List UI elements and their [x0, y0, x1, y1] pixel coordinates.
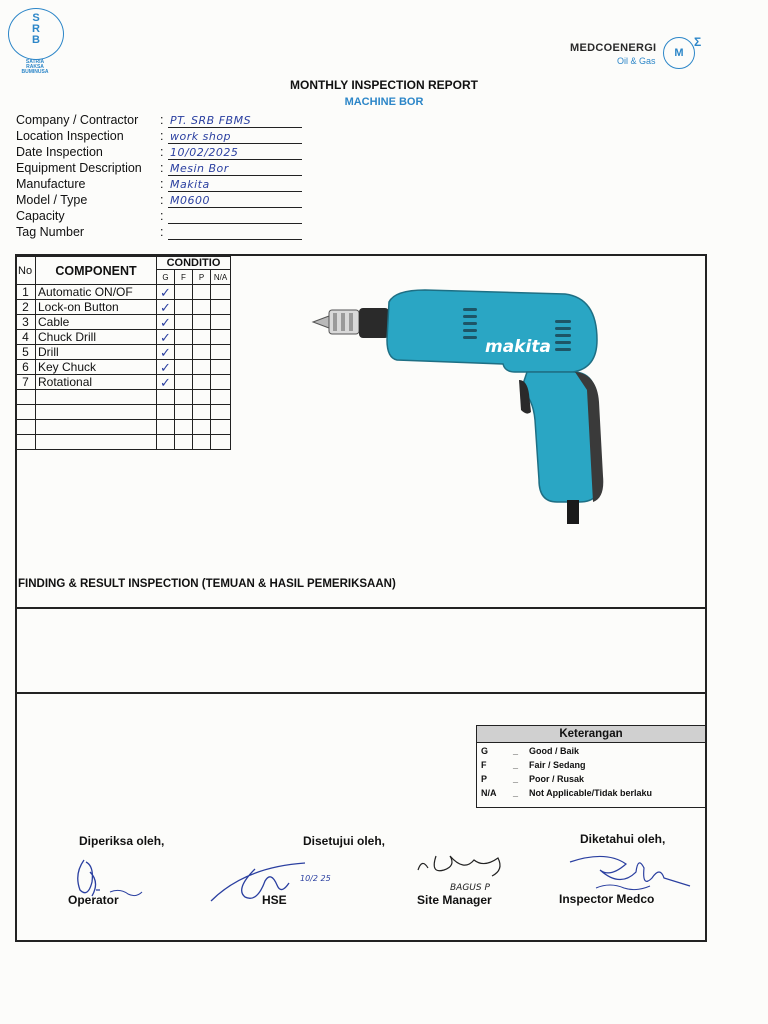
finding-title: FINDING & RESULT INSPECTION (TEMUAN & HASIL PEMERIKSAAN)	[18, 578, 396, 590]
info-colon: :	[160, 193, 164, 207]
condition-cell	[175, 345, 193, 360]
report-subtitle: MACHINE BOR	[344, 96, 424, 108]
info-capacity	[16, 209, 316, 225]
table-row	[16, 405, 231, 420]
legend-code: P	[481, 774, 488, 784]
row-number: 2	[16, 300, 36, 315]
role-operator: Operator	[68, 893, 119, 907]
srb-letter-s: S	[32, 12, 40, 24]
condition-cell	[193, 315, 211, 330]
info-tag	[16, 225, 316, 241]
condition-cell	[193, 360, 211, 375]
info-underline	[168, 207, 302, 208]
info-label: Tag Number	[16, 225, 85, 239]
info-label: Equipment Description	[16, 161, 142, 175]
info-equipment	[16, 161, 316, 177]
condition-cell	[175, 435, 193, 450]
legend-text: Fair / Sedang	[529, 760, 586, 770]
legend-dash: _	[513, 746, 519, 756]
row-component	[36, 390, 157, 405]
info-underline	[168, 239, 302, 240]
condition-cell	[211, 330, 231, 345]
row-number	[16, 435, 36, 450]
medco-logo-name: MEDCOENERGI	[570, 42, 657, 54]
row-number: 5	[16, 345, 36, 360]
role-inspector-medco: Inspector Medco	[559, 892, 655, 906]
condition-check-mark: ✓	[157, 330, 175, 345]
legend-dash: _	[513, 774, 519, 784]
drill-bit	[313, 316, 329, 328]
cond-na-header: N/A	[211, 270, 231, 285]
role-hse: HSE	[262, 893, 287, 907]
info-model	[16, 193, 316, 209]
srb-letter-b: B	[32, 34, 40, 46]
info-colon: :	[160, 209, 164, 223]
condition-cell	[193, 330, 211, 345]
table-row	[16, 375, 231, 390]
cond-p-header: P	[193, 270, 211, 285]
role-site-manager: Site Manager	[417, 893, 492, 907]
row-component: Drill	[36, 345, 157, 360]
condition-cell	[175, 315, 193, 330]
condition-cell	[175, 420, 193, 435]
srb-tagline-1: SATRIA	[25, 59, 45, 65]
acknowledged-by-label: Diketahui oleh,	[580, 832, 666, 846]
chuck-groove	[349, 313, 353, 331]
row-component: Automatic ON/OF	[36, 285, 157, 300]
condition-cell	[175, 390, 193, 405]
site-manager-signature	[414, 848, 514, 898]
condition-cell	[193, 435, 211, 450]
row-component: Lock-on Button	[36, 300, 157, 315]
info-underline	[168, 191, 302, 192]
condition-cell	[193, 345, 211, 360]
component-table-body	[16, 285, 231, 450]
row-number	[16, 420, 36, 435]
srb-logo	[8, 8, 64, 60]
chuck-groove	[341, 313, 345, 331]
condition-cell	[157, 390, 175, 405]
chuck-groove	[333, 313, 337, 331]
checked-by-label: Diperiksa oleh,	[79, 834, 165, 848]
info-colon: :	[160, 177, 164, 191]
info-value-equipment: Mesin Bor	[170, 162, 229, 175]
drill-cable	[567, 500, 579, 524]
condition-cell	[175, 300, 193, 315]
row-number	[16, 405, 36, 420]
table-header-row	[16, 257, 231, 270]
condition-cell	[157, 420, 175, 435]
legend-dash: _	[513, 788, 519, 798]
info-value-company: PT. SRB FBMS	[170, 114, 252, 127]
hse-signature-date: 10/2 25	[300, 874, 331, 883]
info-colon: :	[160, 145, 164, 159]
condition-check-mark: ✓	[157, 300, 175, 315]
condition-check-mark: ✓	[157, 285, 175, 300]
legend-box	[476, 725, 706, 808]
condition-check-mark: ✓	[157, 360, 175, 375]
drill-brand-label: makita	[485, 337, 551, 357]
inspector-signature	[566, 848, 696, 896]
table-row	[16, 345, 231, 360]
condition-cell	[193, 420, 211, 435]
condition-cell	[157, 405, 175, 420]
condition-check-mark: ✓	[157, 375, 175, 390]
condition-cell	[193, 300, 211, 315]
info-manufacture	[16, 177, 316, 193]
table-row	[16, 435, 231, 450]
legend-title: Keterangan	[477, 726, 705, 743]
srb-tagline-3: BUMINUSA	[21, 69, 49, 75]
row-number: 7	[16, 375, 36, 390]
info-colon: :	[160, 225, 164, 239]
condition-cell	[211, 435, 231, 450]
info-label: Capacity	[16, 209, 65, 223]
condition-cell	[193, 405, 211, 420]
medco-logo-mark: M	[663, 37, 695, 69]
legend-code: F	[481, 760, 487, 770]
condition-cell	[193, 285, 211, 300]
approved-by-label: Disetujui oleh,	[303, 834, 386, 848]
info-underline	[168, 223, 302, 224]
table-row	[16, 360, 231, 375]
drill-body	[387, 290, 597, 372]
info-value-location: work shop	[170, 130, 232, 143]
condition-cell	[211, 405, 231, 420]
condition-cell	[211, 375, 231, 390]
row-component	[36, 435, 157, 450]
legend-text: Poor / Rusak	[529, 774, 585, 784]
info-value-date: 10/02/2025	[170, 146, 239, 159]
row-number: 4	[16, 330, 36, 345]
info-location	[16, 129, 316, 145]
col-condition-header: CONDITIO	[157, 257, 231, 270]
col-no-header: No	[16, 257, 36, 285]
legend-text: Not Applicable/Tidak berlaku	[529, 788, 653, 798]
condition-cell	[175, 330, 193, 345]
section-divider	[15, 692, 707, 694]
table-row	[16, 330, 231, 345]
info-underline	[168, 175, 302, 176]
srb-tagline	[8, 60, 62, 75]
condition-check-mark: ✓	[157, 345, 175, 360]
row-component	[36, 405, 157, 420]
site-manager-name: BAGUS P	[450, 883, 490, 893]
table-row	[16, 390, 231, 405]
info-label: Company / Contractor	[16, 113, 139, 127]
row-component: Chuck Drill	[36, 330, 157, 345]
legend-code: N/A	[481, 788, 497, 798]
info-colon: :	[160, 113, 164, 127]
info-colon: :	[160, 129, 164, 143]
condition-cell	[211, 420, 231, 435]
condition-cell	[157, 435, 175, 450]
info-colon: :	[160, 161, 164, 175]
srb-letters	[9, 13, 63, 46]
medco-logo-sub: Oil & Gas	[617, 56, 656, 66]
row-number: 1	[16, 285, 36, 300]
legend-text: Good / Baik	[529, 746, 580, 756]
row-component	[36, 420, 157, 435]
condition-cell	[211, 300, 231, 315]
srb-letter-r: R	[32, 23, 40, 35]
row-component: Rotational	[36, 375, 157, 390]
info-label: Date Inspection	[16, 145, 103, 159]
condition-cell	[175, 405, 193, 420]
component-table	[15, 256, 231, 450]
info-label: Manufacture	[16, 177, 86, 191]
cond-g-header: G	[157, 270, 175, 285]
row-number: 6	[16, 360, 36, 375]
table-row	[16, 315, 231, 330]
condition-cell	[175, 360, 193, 375]
srb-tagline-2: RAKSA	[26, 64, 44, 70]
drill-image	[305, 280, 615, 530]
table-row	[16, 300, 231, 315]
info-value-model: M0600	[170, 194, 210, 207]
col-component-header: COMPONENT	[36, 257, 157, 285]
legend-dash: _	[513, 760, 519, 770]
report-title: MONTHLY INSPECTION REPORT	[289, 78, 479, 92]
cond-f-header: F	[175, 270, 193, 285]
info-company	[16, 113, 316, 129]
row-number	[16, 390, 36, 405]
condition-cell	[193, 375, 211, 390]
info-label: Location Inspection	[16, 129, 124, 143]
condition-check-mark: ✓	[157, 315, 175, 330]
table-row	[16, 285, 231, 300]
info-underline	[168, 143, 302, 144]
table-row	[16, 420, 231, 435]
info-label: Model / Type	[16, 193, 88, 207]
section-divider	[15, 607, 707, 609]
row-component: Key Chuck	[36, 360, 157, 375]
medco-logo-sigma: Σ	[694, 35, 702, 49]
row-component: Cable	[36, 315, 157, 330]
condition-cell	[211, 345, 231, 360]
condition-cell	[211, 360, 231, 375]
condition-cell	[193, 390, 211, 405]
info-value-manufacture: Makita	[170, 178, 210, 191]
info-underline	[168, 159, 302, 160]
legend-code: G	[481, 746, 489, 756]
drill-collar	[359, 308, 389, 338]
row-number: 3	[16, 315, 36, 330]
info-underline	[168, 127, 302, 128]
info-date	[16, 145, 316, 161]
condition-cell	[211, 285, 231, 300]
condition-cell	[211, 390, 231, 405]
condition-cell	[175, 285, 193, 300]
condition-cell	[211, 315, 231, 330]
condition-cell	[175, 375, 193, 390]
